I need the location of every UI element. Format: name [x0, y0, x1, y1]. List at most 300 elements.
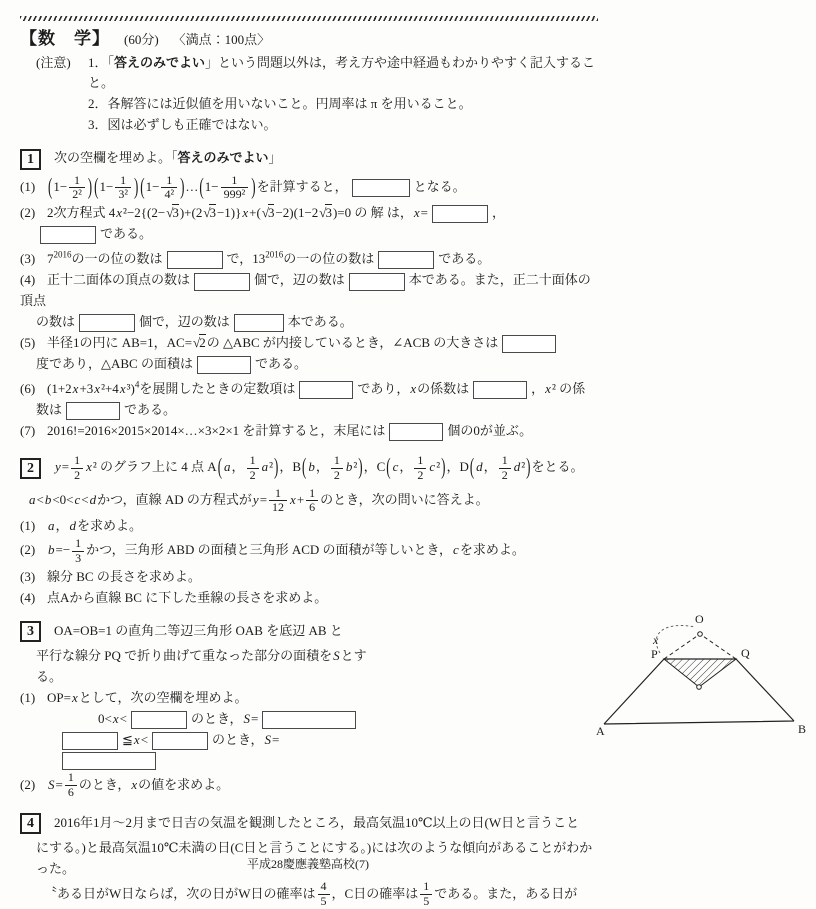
radical-sign-icon: √	[261, 205, 269, 221]
question-text	[47, 251, 490, 266]
fraction-denominator: 6	[67, 785, 74, 800]
question-row	[20, 148, 598, 170]
question-text	[47, 423, 532, 438]
big-paren: )	[358, 453, 363, 480]
question-row	[36, 646, 380, 666]
text: ，	[231, 459, 245, 475]
fold-figure-svg	[596, 611, 816, 741]
math-variable: b	[48, 542, 55, 558]
text: 1．「	[88, 55, 115, 70]
text: 0<	[98, 711, 112, 727]
text: 個で，辺の数は	[254, 272, 345, 288]
text: …	[185, 178, 199, 194]
question-row	[20, 270, 598, 310]
text: 1−	[145, 178, 160, 194]
math-variable: x	[413, 205, 420, 221]
fraction	[115, 174, 131, 203]
bold-text: 答えのみでよい	[114, 55, 206, 70]
answer-box	[502, 335, 556, 353]
question-label: (1)	[20, 178, 36, 194]
fraction-numerator: 1	[420, 880, 432, 895]
text: のとき，次の問いに答えよ。	[320, 491, 489, 507]
big-paren: )	[133, 172, 139, 200]
question-row	[20, 174, 598, 203]
text: の係数は	[417, 380, 470, 396]
big-paren: (	[301, 453, 307, 480]
question-label: (6)	[20, 380, 36, 396]
text: −2)(1−2	[275, 205, 319, 221]
answer-box	[349, 273, 405, 291]
text: ²+4	[101, 380, 119, 396]
big-paren: (	[94, 172, 99, 200]
question-text	[47, 381, 585, 396]
text: OP=	[47, 690, 71, 706]
question-row	[36, 354, 598, 374]
question-label: (1)	[20, 690, 36, 706]
fraction-denominator: 2	[501, 467, 508, 482]
label-x: x	[653, 632, 659, 647]
text: <	[36, 491, 44, 507]
question-label: (5)	[20, 334, 36, 350]
exam-title: 【数 学】	[20, 29, 110, 48]
fraction	[65, 771, 77, 800]
answer-box	[432, 205, 488, 223]
text: で，13	[226, 251, 266, 267]
text: )=0 の 解 は，	[332, 205, 413, 221]
section-1	[20, 148, 598, 441]
question-label: (2)	[20, 776, 36, 792]
exam-score: 〈満点：100点〉	[172, 32, 271, 47]
question-row	[20, 333, 598, 353]
text: となる。	[413, 178, 466, 194]
text: 2016年1月～2月まで日吉の気温を観測したところ，最高気温10℃以上の日(W日と言うこと	[54, 814, 580, 830]
question-text	[47, 569, 201, 584]
text: 2016!=2016×2015×2014×…×3×2×1 を計算すると，末尾には	[47, 422, 386, 438]
text: の数は	[36, 313, 76, 329]
question-row	[20, 567, 598, 587]
fraction	[499, 454, 511, 483]
text: ，B	[279, 459, 301, 475]
text: 線分 BC の長さを求めよ。	[47, 568, 201, 584]
text: る。	[36, 669, 63, 685]
answer-box	[473, 381, 527, 399]
text: 半径1の円に AB=1，AC=	[47, 334, 193, 350]
fraction-denominator: 6	[309, 500, 316, 515]
fraction-denominator: 5	[423, 894, 430, 909]
text: <	[81, 491, 89, 507]
page-footer	[0, 854, 616, 877]
radical-sign-icon: √	[203, 205, 211, 221]
text: ²−2{(2−	[123, 205, 166, 221]
answer-box	[234, 314, 284, 332]
fraction-numerator: 1	[72, 537, 84, 552]
text: =	[259, 491, 268, 507]
answer-box	[62, 752, 156, 770]
text: かつ，直線 AD の方程式が	[97, 491, 252, 507]
question-label: (3)	[20, 568, 36, 584]
question-text	[58, 732, 279, 767]
text: ²	[521, 459, 526, 475]
text: のとき，	[190, 711, 243, 727]
text: の値を求めよ。	[138, 776, 230, 792]
question-text	[36, 648, 367, 663]
question-text	[47, 335, 560, 350]
fraction-numerator: 1	[65, 771, 77, 786]
text: 1−	[99, 178, 114, 194]
fraction-numerator: 1	[499, 454, 511, 469]
fraction-numerator: 1	[306, 487, 318, 502]
question-text	[28, 485, 489, 515]
fraction-denominator: 2	[417, 467, 424, 482]
notice-block	[36, 53, 598, 135]
text: =	[61, 459, 70, 475]
big-paren: (	[469, 453, 475, 480]
section-number: 1	[20, 149, 41, 170]
big-paren: (	[140, 172, 145, 200]
fraction	[318, 880, 330, 909]
notice-item	[88, 94, 598, 114]
fraction-numerator: 1	[331, 454, 343, 469]
fraction	[414, 454, 426, 483]
question-row	[28, 487, 598, 516]
fraction	[331, 454, 343, 483]
text: ，	[55, 518, 69, 534]
text: 本である。	[287, 313, 353, 329]
answer-box	[40, 226, 96, 244]
text: +(	[249, 205, 261, 221]
answer-box	[378, 251, 434, 269]
question-text	[98, 711, 360, 726]
answer-box	[299, 381, 353, 399]
notice-label: (注意)	[36, 55, 71, 70]
big-paren: (	[199, 172, 204, 200]
text: 7	[47, 251, 54, 267]
text: ² の係	[551, 380, 586, 396]
text: の一の位の数は	[71, 251, 163, 267]
fraction-numerator: 1	[69, 174, 85, 189]
text: を計算すると，	[256, 178, 348, 194]
square-root	[166, 205, 179, 220]
math-variable: x	[242, 205, 249, 221]
math-variable: a	[48, 518, 55, 534]
text: 平行な線分 PQ で折り曲げて重なった部分の面積を	[36, 648, 333, 664]
text: =	[250, 711, 259, 727]
text: 1−	[204, 178, 219, 194]
big-paren: )	[441, 453, 446, 480]
text: 2．各解答には近似値を用いないこと。円周率は π を用いること。	[88, 96, 472, 111]
section-number: 4	[20, 813, 41, 834]
question-row	[36, 224, 598, 244]
square-root	[262, 205, 275, 220]
question-row	[20, 454, 598, 483]
fraction-denominator: 12	[272, 500, 285, 515]
text: 個で，辺の数は	[139, 313, 230, 329]
question-row	[20, 421, 598, 441]
math-variable: x	[410, 380, 417, 396]
math-variable: c	[429, 459, 436, 475]
text: ，	[315, 459, 329, 475]
answer-box	[262, 711, 356, 729]
text: (1+2	[47, 380, 72, 396]
question-text	[47, 770, 230, 800]
text: ²	[436, 459, 441, 475]
radicand: 3	[172, 205, 179, 221]
label-a: A	[596, 723, 605, 738]
big-paren: (	[386, 453, 391, 480]
label-q: Q	[741, 645, 750, 660]
text: =	[272, 732, 280, 748]
radical-sign-icon: √	[193, 334, 201, 350]
math-variable: b	[308, 459, 315, 475]
fraction	[269, 487, 287, 516]
math-variable: S	[48, 776, 55, 792]
text: 点Aから直線 BC に下した垂線の長さを求めよ。	[47, 589, 328, 605]
section-2	[20, 454, 598, 608]
square-root	[319, 205, 332, 220]
question-text	[36, 226, 152, 241]
fraction-numerator: 1	[414, 454, 426, 469]
text: OA=OB=1 の直角二等辺三角形 OAB を底辺 AB と	[54, 622, 343, 638]
question-text	[36, 669, 62, 684]
question-row	[36, 667, 380, 687]
math-variable: b	[44, 491, 52, 507]
math-variable: x	[133, 732, 140, 748]
math-variable: x	[71, 690, 78, 706]
text: 3．図は必ずしも正確ではない。	[88, 117, 277, 132]
superscript: 4	[134, 379, 140, 390]
question-text	[20, 272, 591, 307]
text: の △ABC が内接しているとき，∠ACB の大きさは	[206, 334, 499, 350]
text: のとき，	[212, 732, 264, 748]
math-variable: d	[476, 459, 483, 475]
text: 〝ある日がW日ならば，次の日がW日の確率は	[44, 885, 316, 901]
fraction-denominator: 5	[320, 894, 327, 909]
radicand: 3	[209, 205, 216, 221]
question-row	[20, 537, 598, 566]
math-variable: x	[116, 205, 123, 221]
math-variable: S	[333, 648, 340, 664]
text: =	[420, 205, 428, 221]
question-label: (1)	[20, 518, 36, 534]
big-paren: )	[526, 453, 531, 480]
footer-text: 平成28慶應義塾高校(7)	[247, 857, 369, 871]
text: である。	[438, 251, 491, 267]
question-text	[44, 879, 578, 909]
text: 度であり，△ABC の面積は	[36, 355, 193, 371]
question-row	[98, 709, 380, 729]
big-paren: )	[180, 172, 185, 200]
question-text	[47, 536, 525, 565]
text: ，	[491, 205, 505, 221]
question-text	[54, 150, 282, 165]
exam-header	[20, 29, 598, 50]
question-text	[47, 590, 327, 605]
question-text	[36, 356, 307, 371]
text: ³)	[126, 380, 135, 396]
question-label: (2)	[20, 205, 36, 221]
text: である。	[124, 401, 177, 417]
sections	[20, 148, 807, 909]
section-number: 2	[20, 458, 41, 479]
fold-arc	[656, 625, 695, 653]
math-variable: x	[112, 711, 119, 727]
question-text	[36, 314, 353, 329]
text: 次の空欄を埋めよ。「	[54, 150, 178, 165]
big-paren: )	[251, 172, 256, 200]
question-row	[20, 203, 598, 223]
fraction-numerator: 1	[161, 174, 177, 189]
folded-apex-marker	[697, 684, 702, 689]
fraction	[71, 454, 83, 483]
answer-box	[194, 273, 250, 291]
math-variable: c	[392, 459, 399, 475]
answer-box	[79, 314, 135, 332]
math-variable: x	[545, 380, 551, 396]
question-text	[54, 452, 584, 482]
fraction	[161, 174, 177, 203]
math-variable: d	[69, 518, 77, 534]
math-variable: x	[290, 491, 296, 507]
radical-sign-icon: √	[166, 205, 174, 221]
text: ，	[483, 459, 497, 475]
page	[0, 16, 807, 909]
exam-duration: (60分)	[124, 32, 159, 47]
radicand: 3	[267, 205, 275, 221]
question-row	[20, 813, 598, 835]
text: ²	[269, 459, 273, 475]
answer-box	[66, 402, 120, 420]
fraction	[221, 174, 249, 203]
fraction-denominator: 3²	[118, 187, 128, 202]
top-divider	[20, 16, 598, 21]
question-text	[47, 205, 505, 220]
text: )+(2	[179, 205, 203, 221]
label-p: P	[651, 646, 658, 661]
text: であり，	[357, 380, 410, 396]
answer-box	[197, 356, 251, 374]
question-label: (4)	[20, 272, 36, 288]
radicand: 2	[199, 334, 206, 350]
text: 数は	[36, 401, 63, 417]
fraction	[420, 880, 432, 909]
answer-box	[389, 423, 443, 441]
text: である。また，ある日が	[434, 885, 578, 901]
math-variable: S	[264, 732, 272, 748]
question-text	[54, 815, 579, 830]
math-variable: S	[243, 711, 250, 727]
math-variable: a	[224, 459, 231, 475]
question-text	[47, 172, 466, 202]
fraction-denominator: 4²	[164, 187, 175, 202]
text: <	[140, 732, 149, 748]
question-text	[47, 690, 247, 705]
text: にする。)と最高気温10℃未満の日(C日と言うことにする。)には次のような傾向があることがわか	[36, 840, 593, 856]
math-variable: x	[72, 380, 79, 396]
math-variable: d	[513, 459, 521, 475]
math-variable: y	[55, 459, 61, 475]
answer-box	[352, 179, 410, 197]
text: をとる。	[531, 459, 584, 475]
question-text	[47, 518, 142, 533]
fraction	[306, 487, 318, 516]
text: の一の位の数は	[283, 251, 375, 267]
text: =−	[55, 542, 71, 558]
text: ² のグラフ上に 4 点 A	[92, 459, 217, 475]
text: 2次方程式 4	[47, 205, 116, 221]
square-root	[203, 205, 216, 220]
fold-figure	[596, 611, 816, 741]
fraction-denominator: 2	[74, 467, 81, 482]
math-variable: x	[86, 459, 92, 475]
answer-box	[152, 732, 208, 750]
text: 個の0が並ぶ。	[447, 422, 533, 438]
text: を求めよ。	[459, 542, 525, 558]
fraction-denominator: 999²	[223, 187, 246, 202]
fraction-denominator: 3	[75, 550, 82, 565]
text: ，C	[363, 459, 386, 475]
math-variable: x	[94, 380, 101, 396]
section-number: 3	[20, 621, 41, 642]
apex-o-marker	[698, 631, 703, 636]
answer-box	[131, 711, 187, 729]
fraction	[72, 537, 84, 566]
fraction-numerator: 1	[269, 487, 287, 502]
question-row	[58, 730, 380, 770]
text: 正十二面体の頂点の数は	[47, 272, 191, 288]
math-variable: x	[119, 380, 126, 396]
text: <	[119, 711, 127, 727]
fraction-denominator: 2²	[72, 187, 82, 202]
math-variable: y	[252, 491, 259, 507]
math-variable: a	[29, 491, 36, 507]
dashed-apex-lines	[664, 634, 736, 659]
question-row	[20, 588, 598, 608]
text: ，	[531, 380, 545, 396]
answer-box	[62, 732, 118, 750]
question-row	[20, 688, 380, 708]
big-paren: )	[273, 453, 279, 480]
bold-text: 答えのみでよい	[177, 150, 269, 165]
text: ≦	[122, 732, 133, 748]
big-paren: (	[217, 453, 223, 480]
text: を求めよ。	[77, 518, 143, 534]
fraction-denominator: 2	[249, 467, 256, 482]
text: 1−	[53, 178, 68, 194]
text: である。	[254, 355, 307, 371]
text: <0<	[52, 491, 74, 507]
text: ，C日の確率は	[331, 885, 419, 901]
big-paren: (	[48, 172, 53, 200]
label-o: O	[695, 611, 704, 626]
question-row	[20, 375, 598, 399]
text: +3	[79, 380, 94, 396]
radicand: 3	[325, 205, 332, 221]
text: =	[55, 776, 63, 792]
fraction-numerator: 1	[221, 174, 249, 189]
math-variable: b	[345, 459, 353, 475]
question-text	[54, 623, 343, 638]
text: 」という問題以外は，考え方や途中経過もわかりやすく記入すること。	[88, 55, 596, 90]
text: った。	[36, 861, 76, 877]
text: ²	[353, 459, 358, 475]
question-row	[20, 771, 380, 800]
question-row	[36, 400, 598, 420]
question-row	[20, 621, 380, 643]
label-b: B	[798, 721, 807, 736]
text: 本である。また，正二十面体の頂点	[20, 272, 591, 308]
text: かつ，三角形 ABD の面積と三角形 ACD の面積が等しいとき，	[86, 542, 453, 558]
hatched-overlap-region	[664, 659, 736, 687]
